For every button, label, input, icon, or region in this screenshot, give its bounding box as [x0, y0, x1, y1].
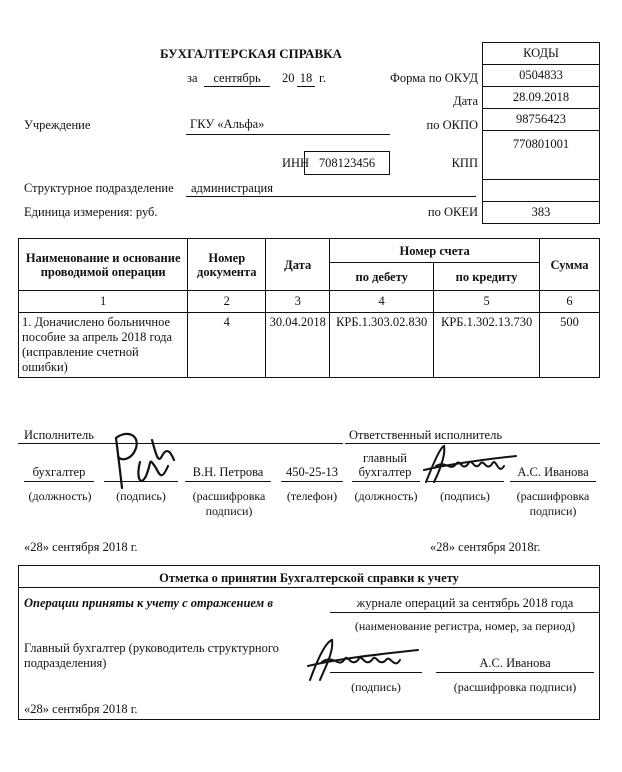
year-suffix: 18: [299, 71, 313, 85]
executor-cap-phone: (телефон): [286, 489, 338, 503]
inn-value: 708123456: [318, 156, 376, 170]
header-account: Номер счета: [330, 239, 540, 263]
executor-name: В.Н. Петрова: [192, 465, 264, 479]
year-unit: г.: [319, 71, 326, 85]
responsible-name: А.С. Иванова: [517, 465, 589, 479]
responsible-cap-decoding: (расшифровка подписи): [516, 489, 590, 518]
acceptance-chief-label: Главный бухгалтер (руководитель структурного подразделения): [24, 641, 279, 670]
responsible-cap-signature: (подпись): [440, 489, 490, 503]
okpo-label: по ОКПО: [426, 118, 478, 132]
codes-heading: КОДЫ: [483, 43, 600, 65]
okud-label: Форма по ОКУД: [390, 71, 478, 85]
row-credit: КРБ.1.302.13.730: [434, 313, 540, 378]
acceptance-cap-signature: (подпись): [351, 680, 401, 694]
responsible-date: «28» сентября 2018г.: [430, 540, 541, 554]
division-value: администрация: [191, 181, 273, 195]
row-date: 30.04.2018: [266, 313, 330, 378]
col-number: 3: [266, 291, 330, 313]
date-value: 28.09.2018: [483, 87, 600, 109]
executor-position: бухгалтер: [32, 465, 86, 479]
acceptance-cap-decoding: (расшифровка подписи): [453, 680, 577, 694]
acceptance-ops-label: Операции приняты к учету с отражением в: [24, 596, 273, 610]
acceptance-chief-name: А.С. Иванова: [479, 656, 551, 670]
report-month: сентябрь: [213, 71, 261, 85]
header-date: Дата: [266, 239, 330, 291]
table-row: [19, 313, 600, 378]
operations-table: [18, 238, 600, 378]
row-debit: КРБ.1.303.02.830: [330, 313, 434, 378]
division-label: Структурное подразделение: [24, 181, 174, 195]
kpp-value: 770801001: [483, 131, 600, 180]
executor-title: Исполнитель: [24, 428, 94, 442]
inn-label: ИНН: [282, 156, 310, 170]
unit-label: Единица измерения: руб.: [24, 205, 158, 219]
responsible-title: Ответственный исполнитель: [349, 428, 503, 442]
codes-table: [482, 42, 600, 224]
executor-phone: 450-25-13: [285, 465, 339, 479]
okei-value: 383: [483, 202, 600, 224]
document-title: БУХГАЛТЕРСКАЯ СПРАВКА: [160, 46, 342, 61]
col-number: 5: [434, 291, 540, 313]
kpp-label: КПП: [451, 156, 478, 170]
okud-value: 0504833: [483, 65, 600, 87]
col-number: 4: [330, 291, 434, 313]
header-credit: по кредиту: [434, 263, 540, 291]
institution-value: ГКУ «Альфа»: [190, 117, 265, 131]
col-number: 1: [19, 291, 188, 313]
okpo-value: 98756423: [483, 109, 600, 131]
header-name: Наименование и основание проводимой операции: [19, 239, 188, 291]
year-prefix: 20: [282, 71, 295, 85]
inn-box: [304, 151, 390, 175]
col-number: 2: [188, 291, 266, 313]
executor-cap-signature: (подпись): [116, 489, 166, 503]
date-label: Дата: [453, 94, 478, 108]
header-debit: по дебету: [330, 263, 434, 291]
header-sum: Сумма: [540, 239, 600, 291]
row-name: 1. Доначислено больничное пособие за апрель 2018 года (исправление счетной ошибки): [19, 313, 188, 378]
executor-cap-decoding: (расшифровка подписи): [192, 489, 266, 518]
okei-label: по ОКЕИ: [427, 205, 478, 219]
institution-label: Учреждение: [24, 118, 91, 132]
codes-empty-cell: [483, 180, 600, 202]
executor-signature-icon: [96, 426, 186, 496]
header-doc-number: Номер документа: [188, 239, 266, 291]
responsible-signature-icon: [420, 442, 520, 492]
acceptance-register-caption: (наименование регистра, номер, за период): [354, 619, 576, 633]
col-number: 6: [540, 291, 600, 313]
row-sum: 500: [540, 313, 600, 378]
responsible-position: главный бухгалтер: [358, 451, 412, 479]
acceptance-title: Отметка о принятии Бухгалтерской справки к учету: [159, 571, 459, 585]
executor-date: «28» сентября 2018 г.: [24, 540, 138, 554]
acceptance-register: журнале операций за сентябрь 2018 года: [356, 596, 574, 610]
acceptance-signature-icon: [302, 636, 422, 686]
acceptance-date: «28» сентября 2018 г.: [24, 702, 138, 716]
executor-cap-position: (должность): [28, 489, 92, 503]
responsible-cap-position: (должность): [354, 489, 418, 503]
date-prefix: за: [187, 71, 198, 85]
row-doc-number: 4: [188, 313, 266, 378]
